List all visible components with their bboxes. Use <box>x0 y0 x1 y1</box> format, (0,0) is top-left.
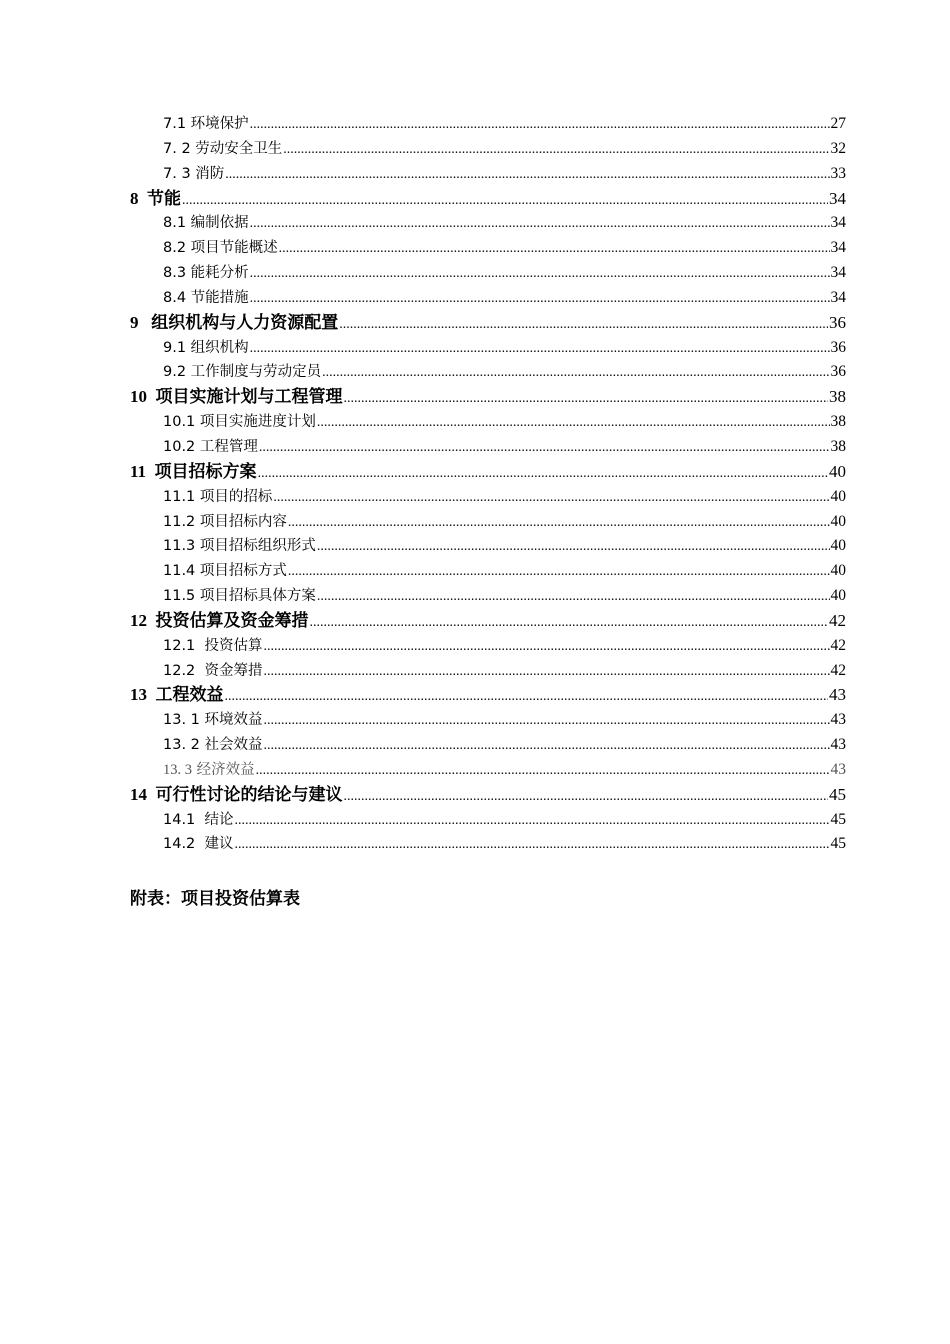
toc-dot-leader <box>250 287 830 312</box>
toc-entry-title: 结论 <box>204 811 234 828</box>
toc-section-row[interactable] <box>0 336 950 361</box>
toc-section-row[interactable] <box>0 112 950 137</box>
toc-entry-label <box>163 832 234 857</box>
toc-chapter-row[interactable] <box>0 460 950 485</box>
toc-chapter-row[interactable] <box>0 311 950 336</box>
toc-dot-leader <box>182 189 828 214</box>
toc-page-number: 42 <box>830 661 846 679</box>
toc-entry-number: 7.1 <box>163 116 187 132</box>
toc-entry-title: 项目招标内容 <box>199 513 287 530</box>
toc-entry-label <box>163 360 321 385</box>
toc-entry-number: 10.2 <box>163 438 196 455</box>
toc-section-row[interactable] <box>0 659 950 684</box>
toc-entry-number: 11.5 <box>163 588 196 605</box>
toc-entry-number: 10.1 <box>163 414 196 431</box>
toc-page-number: 43 <box>830 760 846 778</box>
toc-entry-label <box>163 510 287 535</box>
toc-entry-number: 11.2 <box>163 513 196 530</box>
toc-page-number: 40 <box>830 587 846 605</box>
toc-section-row[interactable] <box>0 360 950 385</box>
toc-page-number: 36 <box>830 338 846 356</box>
toc-dot-leader <box>235 833 830 858</box>
toc-chapter-row[interactable] <box>0 783 950 808</box>
toc-entry-number: 12 <box>130 610 147 630</box>
toc-entry-label <box>163 659 263 684</box>
toc-entry-title: 工程效益 <box>155 685 224 705</box>
toc-section-row[interactable] <box>0 435 950 460</box>
toc-entry-title: 工作制度与劳动定员 <box>190 364 322 381</box>
toc-page-number: 45 <box>829 784 846 804</box>
toc-dot-leader <box>235 809 830 834</box>
toc-page-number: 40 <box>829 461 846 481</box>
toc-page-number: 40 <box>830 512 846 530</box>
toc-entry-label <box>163 485 272 510</box>
toc-chapter-row[interactable] <box>0 683 950 708</box>
toc-entry-title: 项目招标具体方案 <box>199 588 316 605</box>
toc-entry-title: 建议 <box>204 836 234 853</box>
toc-dot-leader <box>273 486 829 511</box>
toc-entry-number: 9.2 <box>163 364 187 381</box>
toc-section-row[interactable] <box>0 733 950 758</box>
toc-entry-title: 环境效益 <box>204 712 263 729</box>
toc-section-row[interactable] <box>0 808 950 833</box>
toc-entry-title: 可行性讨论的结论与建议 <box>155 784 343 804</box>
toc-entry-label <box>163 261 249 286</box>
toc-section-row[interactable] <box>0 286 950 311</box>
toc-dot-leader <box>225 163 829 188</box>
toc-page-number: 43 <box>829 685 846 705</box>
toc-entry-title: 工程管理 <box>199 438 258 455</box>
toc-entry-label <box>163 559 287 584</box>
toc-section-row[interactable] <box>0 410 950 435</box>
toc-entry-number: 8.2 <box>163 240 187 257</box>
toc-entry-title: 节能 <box>147 188 181 208</box>
toc-entry-label <box>163 162 224 187</box>
toc-entry-number: 13. 2 <box>163 737 200 754</box>
toc-entry-label <box>163 808 234 833</box>
toc-entry-label <box>130 683 224 708</box>
toc-dot-leader <box>264 660 830 685</box>
toc-entry-title: 项目实施计划与工程管理 <box>155 387 343 407</box>
toc-dot-leader <box>344 387 829 412</box>
toc-entry-number: 7. 2 <box>163 140 191 157</box>
toc-entry-number: 8.3 <box>163 265 187 282</box>
toc-section-row[interactable] <box>0 832 950 857</box>
toc-entry-number: 13. 3 <box>163 761 192 778</box>
toc-section-row[interactable] <box>0 261 950 286</box>
toc-entry-title: 经济效益 <box>196 761 255 778</box>
toc-entry-title: 项目招标方式 <box>199 563 287 580</box>
toc-entry-label <box>163 410 316 435</box>
toc-entry-label <box>130 609 309 634</box>
toc-entry-label <box>130 311 338 336</box>
appendix-heading: 附表：项目投资估算表 <box>130 889 300 909</box>
toc-section-row[interactable] <box>0 634 950 659</box>
toc-entry-label <box>163 435 258 460</box>
toc-entry-label <box>130 783 343 808</box>
toc-entry-title: 项目的招标 <box>199 488 273 505</box>
toc-page-number: 34 <box>830 264 846 282</box>
toc-dot-leader <box>322 361 829 386</box>
toc-entry-number: 8.4 <box>163 289 187 306</box>
toc-chapter-row[interactable] <box>0 187 950 212</box>
toc-page-number: 43 <box>830 736 846 754</box>
toc-dot-leader <box>250 212 830 237</box>
toc-section-row[interactable] <box>0 485 950 510</box>
toc-page-number: 38 <box>830 437 846 455</box>
toc-entry-title: 消防 <box>195 165 225 182</box>
toc-entry-title: 项目实施进度计划 <box>199 414 316 431</box>
toc-entry-label <box>163 236 278 261</box>
toc-entry-title: 能耗分析 <box>190 265 249 282</box>
toc-entry-label <box>130 385 343 410</box>
toc-entry-number: 14.1 <box>163 811 196 828</box>
toc-page-number: 43 <box>830 711 846 729</box>
toc-entry-label <box>130 187 181 212</box>
toc-page-number: 38 <box>829 387 846 407</box>
toc-dot-leader <box>317 585 830 610</box>
toc-entry-number: 11.3 <box>163 538 196 555</box>
toc-entry-label <box>163 584 316 609</box>
toc-dot-leader <box>250 262 830 287</box>
toc-entry-label <box>163 112 249 137</box>
toc-entry-title: 投资估算 <box>204 637 263 654</box>
toc-page-number: 42 <box>829 610 846 630</box>
toc-page-number: 27 <box>830 115 846 132</box>
toc-entry-label <box>163 211 249 236</box>
toc-dot-leader <box>258 462 828 487</box>
toc-entry-label <box>163 336 249 361</box>
toc-dot-leader <box>250 113 830 138</box>
toc-page-number: 36 <box>829 312 846 332</box>
toc-entry-title: 组织机构 <box>190 339 249 356</box>
toc-section-row[interactable] <box>0 559 950 584</box>
toc-dot-leader <box>259 436 830 461</box>
toc-entry-title: 项目节能概述 <box>190 240 278 257</box>
toc-page-number: 34 <box>830 214 846 232</box>
toc-page-number: 40 <box>830 487 846 505</box>
toc-page-number: 40 <box>830 562 846 580</box>
toc-entry-number: 12.2 <box>163 662 196 679</box>
toc-section-row[interactable] <box>0 162 950 187</box>
toc-page-number: 34 <box>830 239 846 257</box>
toc-entry-label <box>163 286 249 311</box>
toc-page-number: 34 <box>829 188 846 208</box>
toc-page-number: 45 <box>830 835 846 853</box>
toc-entry-title: 项目招标方案 <box>154 461 257 481</box>
toc-entry-number: 14 <box>130 784 147 804</box>
toc-dot-leader <box>264 734 830 759</box>
toc-page-number: 32 <box>830 139 846 157</box>
toc-entry-title: 编制依据 <box>190 215 249 232</box>
toc-entry-number: 10 <box>130 387 147 407</box>
toc-section-row[interactable] <box>0 137 950 162</box>
toc-entry-label <box>163 137 282 162</box>
toc-dot-leader <box>344 785 829 810</box>
toc-dot-leader <box>250 337 830 362</box>
toc-page-number: 36 <box>830 363 846 381</box>
toc-entry-label <box>163 534 316 559</box>
toc-section-row[interactable] <box>0 584 950 609</box>
toc-page-number: 34 <box>830 288 846 306</box>
toc-dot-leader <box>317 535 830 560</box>
toc-dot-leader <box>256 759 830 784</box>
toc-section-row[interactable] <box>0 758 950 783</box>
toc-dot-leader <box>264 635 830 660</box>
toc-entry-title: 项目招标组织形式 <box>199 538 316 555</box>
toc-entry-number: 11 <box>130 461 147 481</box>
toc-entry-title: 资金筹措 <box>204 662 263 679</box>
toc-dot-leader <box>310 611 829 636</box>
toc-entry-number: 13. 1 <box>163 712 200 729</box>
toc-dot-leader <box>283 138 829 163</box>
toc-entry-title: 组织机构与人力资源配置 <box>151 312 339 332</box>
toc-entry-label <box>163 758 255 783</box>
toc-entry-number: 14.2 <box>163 836 196 853</box>
toc-page-number: 45 <box>830 810 846 828</box>
toc-entry-number: 12.1 <box>163 637 196 654</box>
toc-entry-number: 9.1 <box>163 339 187 356</box>
toc-page-number: 40 <box>830 537 846 555</box>
toc-entry-number: 9 <box>130 312 139 332</box>
toc-section-row[interactable] <box>0 708 950 733</box>
toc-entry-title: 环境保护 <box>190 116 249 132</box>
toc-entry-number: 13 <box>130 685 147 705</box>
toc-dot-leader <box>288 560 830 585</box>
toc-section-row[interactable] <box>0 510 950 535</box>
toc-section-row[interactable] <box>0 211 950 236</box>
table-of-contents <box>0 112 950 857</box>
toc-entry-label <box>163 733 263 758</box>
toc-chapter-row[interactable] <box>0 385 950 410</box>
toc-entry-title: 劳动安全卫生 <box>195 140 283 157</box>
toc-entry-label <box>130 460 257 485</box>
toc-dot-leader <box>225 685 829 710</box>
toc-chapter-row[interactable] <box>0 609 950 634</box>
toc-entry-label <box>163 708 263 733</box>
toc-entry-number: 7. 3 <box>163 165 191 182</box>
toc-entry-label <box>163 634 263 659</box>
toc-section-row[interactable] <box>0 236 950 261</box>
toc-entry-title: 投资估算及资金筹措 <box>155 610 309 630</box>
toc-dot-leader <box>279 237 830 262</box>
toc-entry-title: 社会效益 <box>204 737 263 754</box>
toc-page-number: 42 <box>830 636 846 654</box>
toc-dot-leader <box>317 411 830 436</box>
toc-dot-leader <box>264 709 830 734</box>
toc-page-number: 38 <box>830 413 846 431</box>
toc-entry-number: 8 <box>130 188 139 208</box>
toc-entry-number: 11.4 <box>163 563 196 580</box>
toc-section-row[interactable] <box>0 534 950 559</box>
toc-page-number: 33 <box>830 164 846 182</box>
toc-entry-number: 8.1 <box>163 215 187 232</box>
toc-dot-leader <box>339 313 828 338</box>
toc-entry-title: 节能措施 <box>190 289 249 306</box>
toc-dot-leader <box>288 511 830 536</box>
toc-entry-number: 11.1 <box>163 488 196 505</box>
